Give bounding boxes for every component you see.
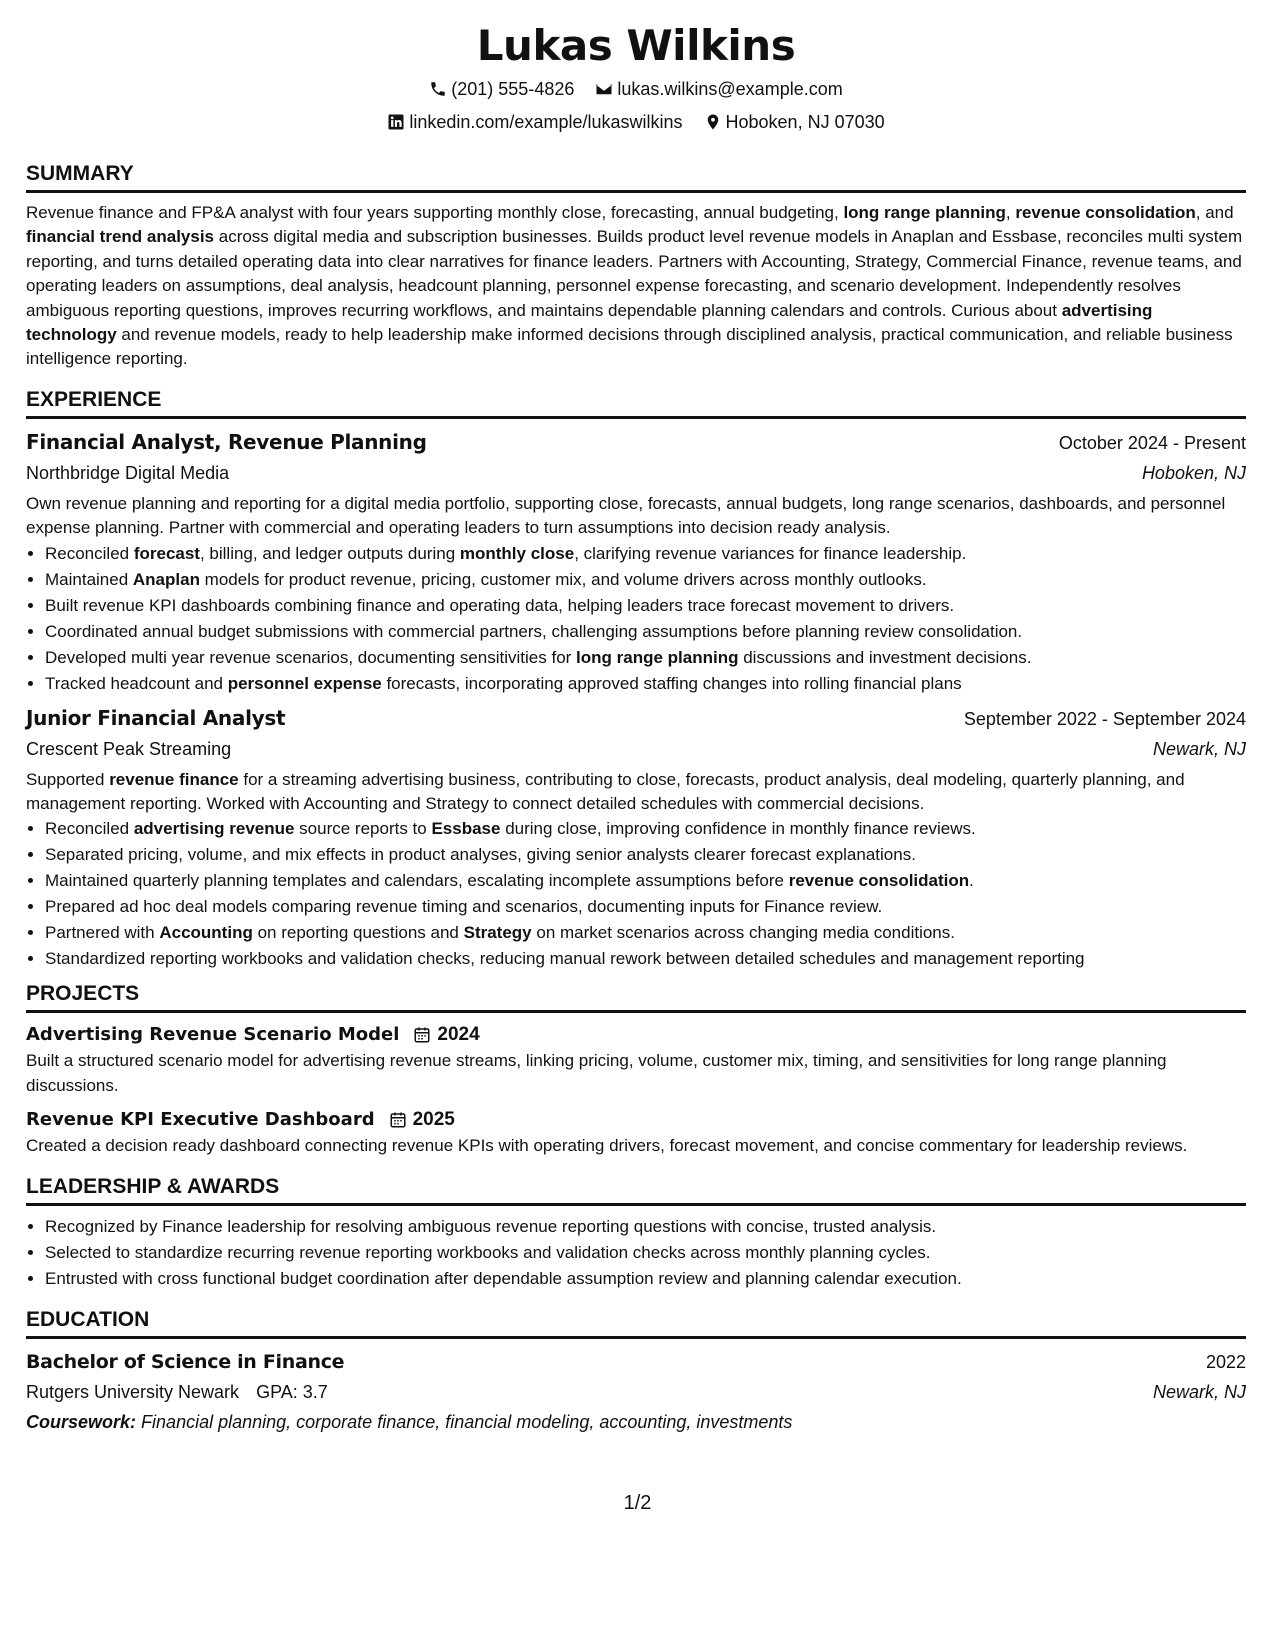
education-school-line [26,1377,328,1407]
job-bullet [45,645,1246,671]
job-company-row [26,734,1246,764]
coursework-text: Financial planning, corporate finance, financial modeling, accounting, investments [141,1411,793,1432]
job-bullet-bold: Anaplan [132,569,200,589]
job-bullet-segment: Maintained quarterly planning templates and calendars, escalating incomplete assumptions before [45,871,789,891]
job-entry [26,703,1246,973]
job-date: October 2024 - Present [1058,432,1246,453]
job-bullet-bold: Strategy [463,923,532,943]
map-pin-icon [704,113,722,131]
job-bullets [26,816,1246,972]
contact-row-2 [26,107,1246,140]
project-entry [26,1021,1246,1098]
job-bullet-bold: long range planning [576,647,739,667]
linkedin-contact[interactable] [387,107,682,137]
job-bullet-segment: Built revenue KPI dashboards combining finance and operating data, helping leaders trace forecast movement to drivers. [45,595,955,615]
phone-contact [429,74,574,104]
projects-section [26,980,1246,1158]
job-bullet [45,816,1246,842]
job-description [26,768,1246,817]
linkedin-text[interactable]: linkedin.com/example/lukaswilkins [409,112,683,132]
job-company: Northbridge Digital Media [26,462,230,483]
section-title-education: EDUCATION [26,1306,1246,1339]
project-year: 2025 [412,1109,455,1131]
summary-text-segment: and revenue models, ready to help leadership make informed decisions through disciplined analysis, practical communication, and reliable business intelligence reporting. [26,325,1233,369]
phone-text: (201) 555-4826 [451,79,575,99]
job-bullet-segment: Reconciled [45,819,134,839]
leadership-item: • Entrusted with cross functional budget coordination after dependable assumption review and planning calendar execution. [45,1266,1246,1292]
contact-row-1 [26,74,1246,107]
job-location: Hoboken, NJ [1141,462,1246,483]
job-bullet-segment: Partnered with [45,923,160,943]
job-company-row [26,458,1246,488]
project-description: Created a decision ready dashboard connecting revenue KPIs with operating drivers, forecast movement, and concise commentary for leadership reviews. [26,1136,1188,1156]
project-description: Built a structured scenario model for advertising revenue streams, linking pricing, volume, customer mix, timing, and sensitivities for long range planning discussions. [26,1051,1167,1095]
job-header-row [26,427,1246,458]
job-bullet-bold: advertising revenue [133,819,295,839]
location-contact [704,107,885,137]
job-bullet [45,920,1246,946]
job-bullet-bold: personnel expense [227,673,382,693]
job-bullet [45,894,1246,920]
job-bullet-segment: on reporting questions and [252,923,464,943]
job-bullet-segment: on market scenarios across changing media conditions. [531,923,955,943]
job-bullet-bold: forecast [133,543,200,563]
calendar-icon [413,1026,431,1044]
job-company: Crescent Peak Streaming [26,738,232,759]
education-degree-row [26,1347,1246,1377]
page-number: 1/2 [623,1492,652,1514]
experience-section [26,386,1246,973]
job-bullet-segment: during close, improving confidence in monthly finance reviews. [500,819,976,839]
project-year: 2024 [437,1024,480,1046]
job-bullet [45,671,1246,697]
job-bullet [45,619,1246,645]
education-school: Rutgers University Newark [26,1381,240,1402]
job-bullet-bold: monthly close [459,543,575,563]
job-bullet-segment: , billing, and ledger outputs during [199,543,460,563]
project-title-row [26,1106,1246,1134]
job-bullet-bold: Essbase [431,819,501,839]
email-contact[interactable] [595,74,842,104]
job-bullet-bold: Accounting [159,923,253,943]
project-title-row [26,1021,1246,1049]
summary-section [26,160,1246,372]
leadership-bullets [26,1214,1246,1292]
education-section [26,1306,1246,1437]
summary-text-bold: financial trend analysis [26,227,215,247]
project-entry [26,1106,1246,1158]
job-bullet [45,567,1246,593]
education-school-row [26,1377,1246,1407]
job-date: September 2022 - September 2024 [963,708,1246,729]
linkedin-icon [387,113,405,131]
job-description-bold: revenue finance [109,769,239,789]
location-text: Hoboken, NJ 07030 [725,112,885,132]
summary-text-segment: , [1005,203,1016,222]
email-text[interactable]: lukas.wilkins@example.com [617,79,843,99]
leadership-section [26,1173,1246,1292]
leadership-item: • Recognized by Finance leadership for resolving ambiguous revenue reporting questions with concise, trusted analysis. [45,1214,1246,1240]
job-title: Financial Analyst, Revenue Planning [26,429,427,454]
job-description-segment: Supported [26,769,110,789]
job-description-segment: Own revenue planning and reporting for a digital media portfolio, supporting close, forecasts, annual budgets, long range scenarios, dashboards, and personnel expense planning. Partner with commercial and operating leaders to turn assumptions into decision ready analysis. [26,493,1226,538]
coursework-label: Coursework: [26,1411,137,1432]
job-bullet-segment: Developed multi year revenue scenarios, documenting sensitivities for [45,647,577,667]
job-bullet-segment: . [969,871,974,891]
section-title-experience: EXPERIENCE [26,386,1246,419]
job-entry [26,427,1246,697]
job-bullet [45,868,1246,894]
leadership-item: • Selected to standardize recurring revenue reporting workbooks and validation checks across monthly planning cycles. [45,1240,1246,1266]
summary-text-bold: revenue consolidation [1015,203,1196,222]
education-year: 2022 [1205,1351,1246,1372]
section-title-leadership: LEADERSHIP & AWARDS [26,1173,1246,1206]
education-gpa: GPA: 3.7 [256,1381,328,1402]
phone-icon [429,80,447,98]
calendar-icon [389,1111,407,1129]
job-bullet-segment: Maintained [45,569,133,589]
education-coursework [26,1407,1246,1437]
job-bullet-segment: discussions and investment decisions. [738,647,1032,667]
job-bullet [45,842,1246,868]
job-bullet [45,593,1246,619]
email-icon [595,80,613,98]
job-bullet-segment: Separated pricing, volume, and mix effects in product analyses, giving senior analysts clearer forecast explanations. [45,845,916,865]
job-bullet-segment: Coordinated annual budget submissions with commercial partners, challenging assumptions before planning review consolidation. [45,621,1023,641]
candidate-name: Lukas Wilkins [476,21,796,70]
job-bullet [45,946,1246,972]
job-location: Newark, NJ [1152,738,1246,759]
job-bullet-segment: source reports to [294,819,432,839]
section-title-summary: SUMMARY [26,160,1246,193]
job-bullet-segment: models for product revenue, pricing, customer mix, and volume drivers across monthly outlooks. [199,569,927,589]
summary-text-segment: Revenue finance and FP&A analyst with four years supporting monthly close, forecasting, annual budgeting, [26,203,844,222]
job-bullet-segment: Prepared ad hoc deal models comparing revenue timing and scenarios, documenting inputs for Finance review. [45,897,883,917]
summary-text-segment: across digital media and subscription businesses. Builds product level revenue models in Anaplan and Essbase, reconciles multi system reporting, and turns detailed operating data into clear narratives for finance leaders. Partners with Accounting, Strategy, Commercial Finance, revenue teams, and operating leaders on assumptions, deal analysis, headcount planning, personnel expense forecasting, and scenario development. Independently resolves ambiguous reporting questions, improves recurring workflows, and maintains dependable planning calendars and controls. Curious about [26,227,1243,320]
job-bullet-segment: Tracked headcount and [45,673,228,693]
project-title: Revenue KPI Executive Dashboard [26,1109,375,1131]
resume-page [26,18,1246,1437]
section-title-projects: PROJECTS [26,980,1246,1013]
summary-text [26,201,1246,372]
project-title: Advertising Revenue Scenario Model [26,1024,400,1046]
summary-text-bold: long range planning [843,203,1006,222]
summary-text-bold: advertising technology [26,300,1153,345]
summary-text-segment: , and [1195,203,1234,222]
job-title: Junior Financial Analyst [26,705,286,730]
job-description-segment: for a streaming advertising business, contributing to close, forecasts, product analysis, deal modeling, quarterly planning, and management reporting. Worked with Accounting and Strategy to connect detailed schedules with commercial decisions. [26,769,1185,814]
job-description [26,492,1246,541]
job-bullet-segment: Reconciled [45,543,134,563]
job-bullets [26,541,1246,697]
education-degree: Bachelor of Science in Finance [26,1350,345,1373]
job-bullet-bold: revenue consolidation [788,871,970,891]
job-bullet [45,541,1246,567]
job-bullet-segment: Standardized reporting workbooks and validation checks, reducing manual rework between detailed schedules and management reporting [45,949,1085,969]
job-bullet-segment: forecasts, incorporating approved staffing changes into rolling financial plans [381,673,962,693]
job-header-row [26,703,1246,734]
education-location: Newark, NJ [1152,1381,1246,1402]
job-bullet-segment: , clarifying revenue variances for finance leadership. [574,543,967,563]
